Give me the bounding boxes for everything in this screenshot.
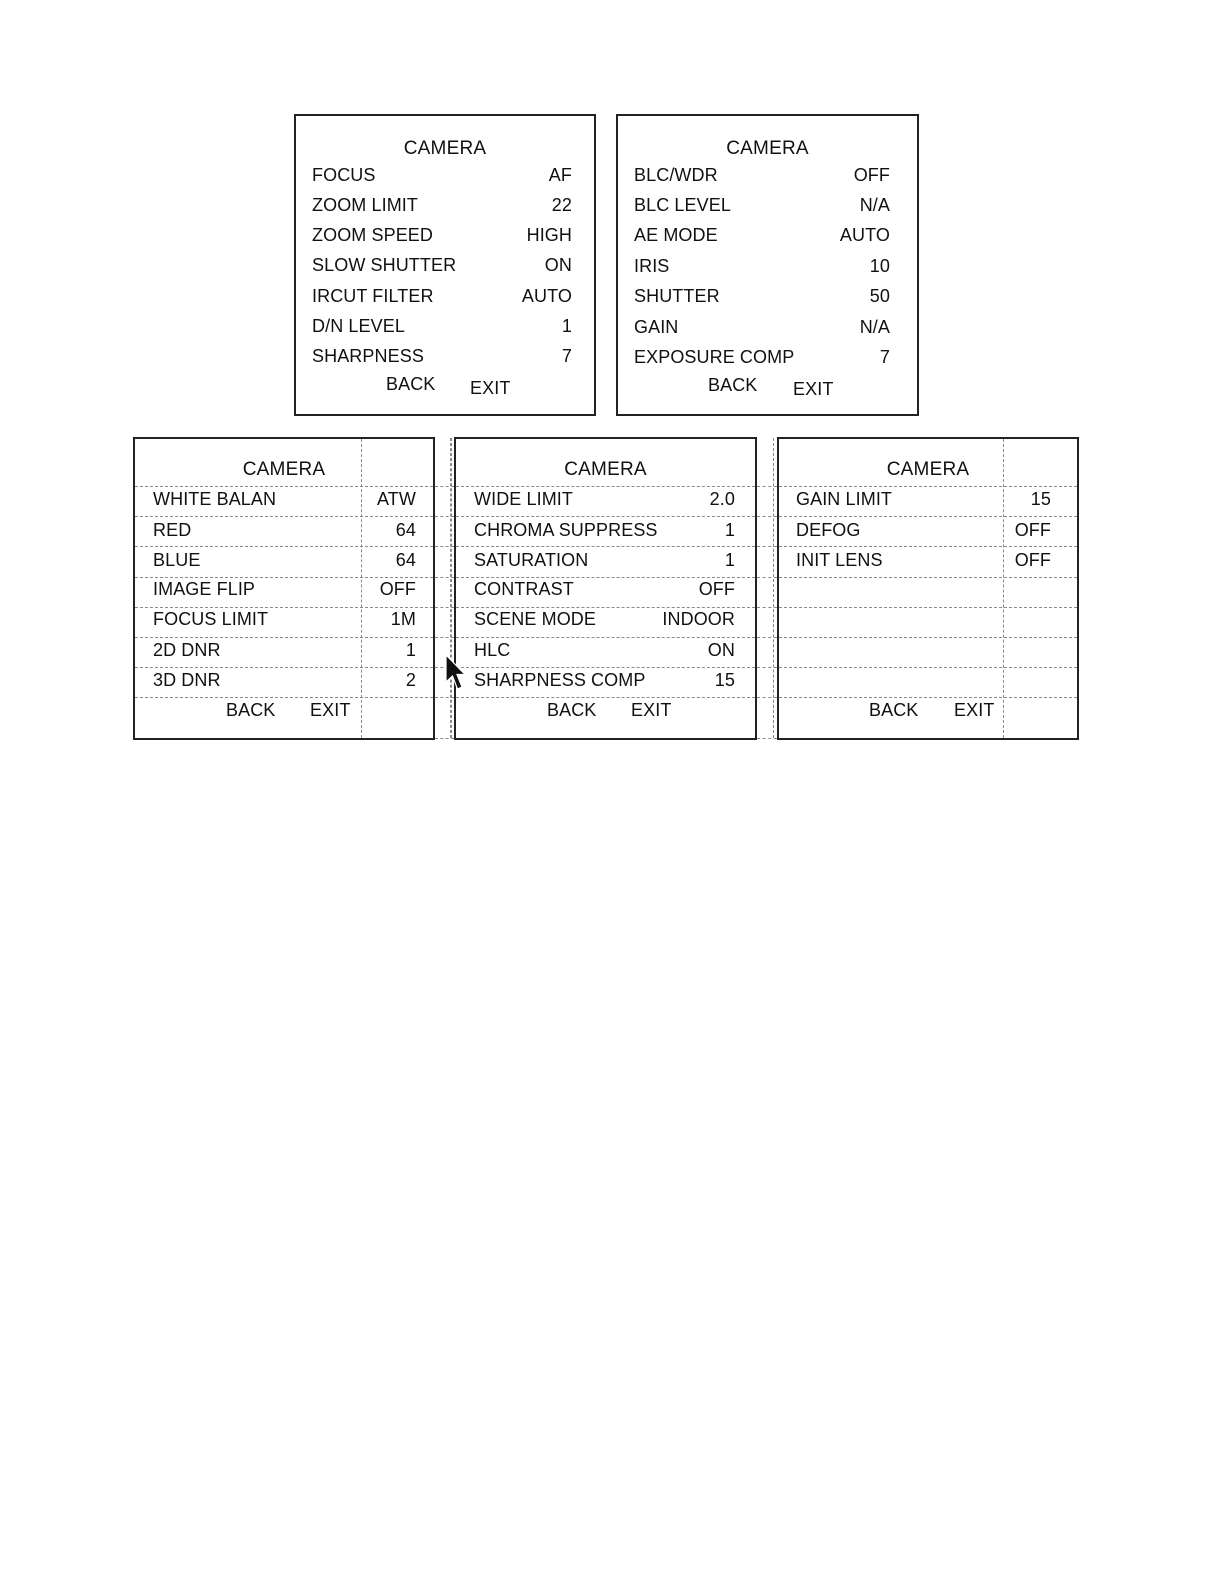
camera-menu-panel <box>454 437 757 740</box>
menu-item-label[interactable]: SLOW SHUTTER <box>312 255 457 275</box>
mouse-pointer-icon <box>444 654 466 692</box>
menu-item-label[interactable]: BLC LEVEL <box>634 195 731 215</box>
menu-item-label[interactable]: DEFOG <box>796 520 861 540</box>
row-divider <box>456 607 755 608</box>
menu-title: CAMERA <box>242 459 326 480</box>
menu-item-value[interactable]: 2.0 <box>709 489 735 509</box>
menu-item-label[interactable]: AE MODE <box>634 225 718 245</box>
row-divider <box>456 516 755 517</box>
menu-item-value[interactable]: OFF <box>1014 520 1051 540</box>
back-button[interactable]: BACK <box>386 374 436 394</box>
menu-item-label[interactable]: BLUE <box>153 550 201 570</box>
menu-item-value[interactable]: 50 <box>869 286 890 306</box>
camera-menu-panel <box>294 114 596 416</box>
row-divider <box>135 697 433 698</box>
connector-dash-line <box>757 667 777 668</box>
menu-item-value[interactable]: ATW <box>377 489 416 509</box>
menu-item-value[interactable]: 15 <box>714 670 735 690</box>
menu-item-label[interactable]: SATURATION <box>474 550 589 570</box>
menu-item-label[interactable]: SHARPNESS COMP <box>474 670 646 690</box>
menu-item-value[interactable]: OFF <box>1014 550 1051 570</box>
exit-button[interactable]: EXIT <box>793 379 834 399</box>
menu-item-label[interactable]: WIDE LIMIT <box>474 489 573 509</box>
back-button[interactable]: BACK <box>547 700 597 720</box>
menu-item-value[interactable]: AF <box>548 165 572 185</box>
menu-item-label[interactable]: 2D DNR <box>153 640 221 660</box>
row-divider <box>779 667 1077 668</box>
menu-item-label[interactable]: IRIS <box>634 256 670 276</box>
menu-title: CAMERA <box>886 459 970 480</box>
menu-item-value[interactable]: AUTO <box>839 225 890 245</box>
row-divider <box>135 486 433 487</box>
menu-item-label[interactable]: FOCUS <box>312 165 376 185</box>
menu-title: CAMERA <box>726 138 809 159</box>
row-divider <box>456 697 755 698</box>
menu-item-value[interactable]: 7 <box>561 346 572 366</box>
menu-item-value[interactable]: ON <box>707 640 735 660</box>
row-divider <box>135 637 433 638</box>
menu-item-value[interactable]: 10 <box>869 256 890 276</box>
row-divider <box>135 577 433 578</box>
back-button[interactable]: BACK <box>869 700 919 720</box>
menu-item-value[interactable]: OFF <box>379 579 416 599</box>
connector-dash-line <box>435 738 454 739</box>
row-divider <box>779 516 1077 517</box>
menu-item-value[interactable]: 2 <box>405 670 416 690</box>
menu-item-value[interactable]: OFF <box>698 579 735 599</box>
menu-item-value[interactable]: 22 <box>551 195 572 215</box>
menu-item-label[interactable]: BLC/WDR <box>634 165 718 185</box>
menu-item-value[interactable]: 1M <box>390 609 416 629</box>
menu-item-label[interactable]: SHUTTER <box>634 286 720 306</box>
row-divider <box>456 486 755 487</box>
menu-item-value[interactable]: 15 <box>1030 489 1051 509</box>
menu-item-value[interactable]: INDOOR <box>662 609 735 629</box>
exit-button[interactable]: EXIT <box>470 378 511 398</box>
menu-item-label[interactable]: HLC <box>474 640 511 660</box>
back-button[interactable]: BACK <box>226 700 276 720</box>
menu-item-label[interactable]: WHITE BALAN <box>153 489 277 509</box>
row-divider <box>779 607 1077 608</box>
connector-dash-column <box>451 438 452 738</box>
connector-dash-column <box>450 438 451 738</box>
value-column-divider <box>1003 439 1004 738</box>
menu-item-value[interactable]: 64 <box>395 520 416 540</box>
exit-button[interactable]: EXIT <box>631 700 672 720</box>
menu-item-label[interactable]: ZOOM LIMIT <box>312 195 418 215</box>
row-divider <box>779 637 1077 638</box>
row-divider <box>779 577 1077 578</box>
menu-item-label[interactable]: IMAGE FLIP <box>153 579 256 599</box>
connector-dash-line <box>757 607 777 608</box>
row-divider <box>456 577 755 578</box>
value-column-divider <box>361 439 362 738</box>
menu-item-value[interactable]: 1 <box>724 550 735 570</box>
connector-dash-line <box>757 577 777 578</box>
camera-menu-panel <box>777 437 1079 740</box>
menu-item-label[interactable]: GAIN LIMIT <box>796 489 893 509</box>
menu-item-label[interactable]: SHARPNESS <box>312 346 424 366</box>
connector-dash-line <box>757 486 777 487</box>
row-divider <box>135 516 433 517</box>
menu-item-label[interactable]: INIT LENS <box>796 550 883 570</box>
back-button[interactable]: BACK <box>708 375 758 395</box>
menu-item-value[interactable]: AUTO <box>521 286 572 306</box>
row-divider <box>779 486 1077 487</box>
menu-item-label[interactable]: D/N LEVEL <box>312 316 405 336</box>
menu-item-label[interactable]: EXPOSURE COMP <box>634 347 795 367</box>
menu-item-value[interactable]: N/A <box>859 317 890 337</box>
exit-button[interactable]: EXIT <box>954 700 995 720</box>
menu-item-value[interactable]: 1 <box>561 316 572 336</box>
connector-dash-line <box>757 516 777 517</box>
menu-item-label[interactable]: CONTRAST <box>474 579 574 599</box>
row-divider <box>456 637 755 638</box>
menu-item-label[interactable]: IRCUT FILTER <box>312 286 434 306</box>
menu-item-label[interactable]: CHROMA SUPPRESS <box>474 520 658 540</box>
camera-menu-panel <box>616 114 919 416</box>
menu-item-value[interactable]: N/A <box>859 195 890 215</box>
menu-item-label[interactable]: GAIN <box>634 317 679 337</box>
row-divider <box>456 667 755 668</box>
camera-menu-panel <box>133 437 435 740</box>
menu-item-label[interactable]: ZOOM SPEED <box>312 225 434 245</box>
connector-dash-line <box>757 637 777 638</box>
row-divider <box>779 546 1077 547</box>
menu-item-label[interactable]: FOCUS LIMIT <box>153 609 269 629</box>
menu-item-label[interactable]: RED <box>153 520 192 540</box>
menu-item-value[interactable]: ON <box>544 255 572 275</box>
connector-dash-line <box>757 738 777 739</box>
connector-dash-line <box>757 546 777 547</box>
menu-item-value[interactable]: 1 <box>724 520 735 540</box>
exit-button[interactable]: EXIT <box>310 700 351 720</box>
row-divider <box>456 546 755 547</box>
row-divider <box>135 546 433 547</box>
row-divider <box>135 607 433 608</box>
menu-item-value[interactable]: 64 <box>395 550 416 570</box>
connector-dash-line <box>757 697 777 698</box>
menu-title: CAMERA <box>564 459 647 480</box>
menu-item-value[interactable]: 1 <box>405 640 416 660</box>
menu-title: CAMERA <box>403 138 487 159</box>
connector-dash-column <box>773 438 774 738</box>
menu-item-value[interactable]: HIGH <box>526 225 572 245</box>
menu-item-label[interactable]: 3D DNR <box>153 670 221 690</box>
row-divider <box>779 697 1077 698</box>
menu-item-label[interactable]: SCENE MODE <box>474 609 597 629</box>
row-divider <box>135 667 433 668</box>
menu-item-value[interactable]: OFF <box>853 165 890 185</box>
menu-item-value[interactable]: 7 <box>879 347 890 367</box>
